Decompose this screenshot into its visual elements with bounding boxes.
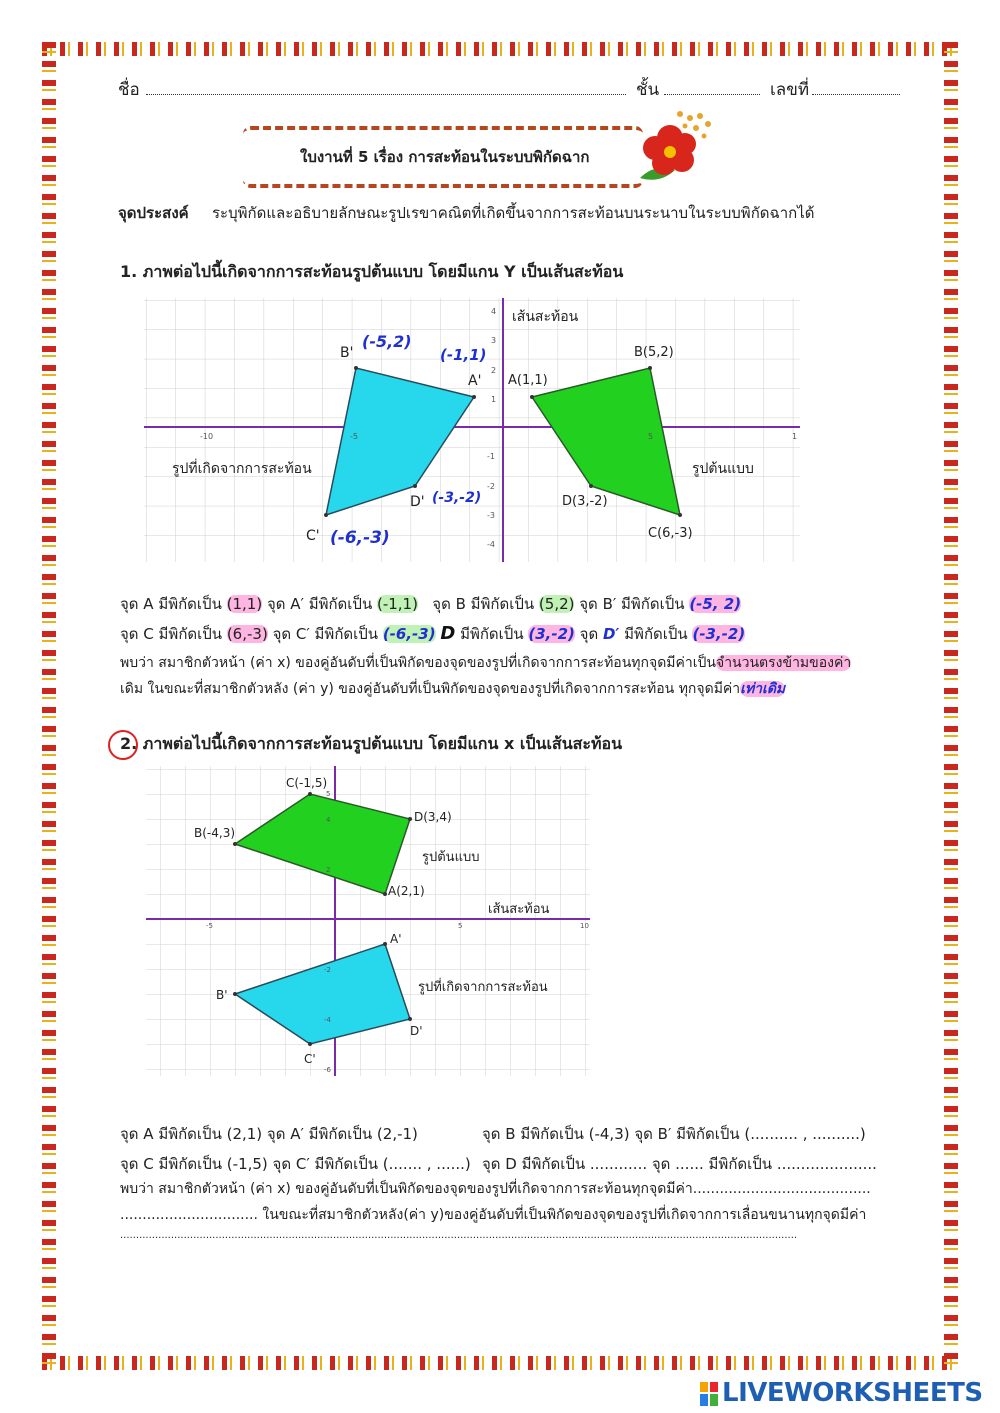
q1-conclusion-x[interactable]: จำนวนตรงข้ามของค่า: [715, 655, 852, 671]
class-field[interactable]: [664, 94, 760, 95]
q1-ym4: -4: [487, 540, 495, 549]
q1-heading: 1. ภาพต่อไปนี้เกิดจากการสะท้อนรูปต้นแบบ โดยมีแกน Y เป็นเส้นสะท้อน: [120, 262, 624, 281]
objective-text: ระบุพิกัดและอธิบายลักษณะรูปเรขาคณิตที่เกิดขึ้นจากการสะท้อนบนระนาบในระบบพิกัดฉากได้: [212, 204, 815, 222]
q1-line2: จุด C มีพิกัดเป็น (6,-3) จุด C′ มีพิกัดเป็น (-6,-3) D มีพิกัดเป็น (3,-2) จุด D′ มีพิกัดเป็น (-3,-2): [120, 623, 746, 644]
q1-line4: เดิม ในขณะที่สมาชิกตัวหลัง (ค่า y) ของคู่อันดับที่เป็นพิกัดของจุดของรูปที่เกิดจากการสะท้อน ทุกจุดมีค่าเท่าเดิม: [120, 681, 786, 697]
flower-icon: [630, 108, 720, 188]
q2-point-b-img: B': [216, 988, 228, 1002]
left-border: [42, 42, 56, 1372]
q1-ym1: -1: [487, 452, 495, 461]
top-border: [42, 42, 958, 56]
logo-text: LIVEWORKSHEETS: [722, 1378, 983, 1408]
q1-tick-right: 1: [792, 432, 798, 441]
q2-line3[interactable]: พบว่า สมาชิกตัวหน้า (ค่า x) ของคู่อันดับที่เป็นพิกัดของจุดของรูปที่เกิดจากการสะท้อนทุกจุดมีค่า........................................: [120, 1181, 871, 1197]
q1-d-value[interactable]: (3,-2): [528, 625, 575, 643]
q1-hand-c: (-6,-3): [330, 528, 390, 548]
q2-heading: 2. ภาพต่อไปนี้เกิดจากการสะท้อนรูปต้นแบบ โดยมีแกน x เป็นเส้นสะท้อน: [120, 734, 623, 753]
q1-hand-a: (-1,1): [440, 346, 487, 364]
q2-y2: 2: [326, 866, 331, 874]
objective-label: จุดประสงค์: [118, 204, 189, 222]
q2-point-c-img: C': [304, 1052, 316, 1066]
q1-c-value[interactable]: (6,-3): [226, 625, 268, 643]
q1-point-b-img: B': [340, 345, 354, 361]
q2-line1-a[interactable]: จุด A มีพิกัดเป็น (2,1) จุด A′ มีพิกัดเป็น (2,-1): [120, 1125, 418, 1143]
number-field[interactable]: [812, 94, 900, 95]
q1-ym2: -2: [487, 482, 495, 491]
q2-tick-10: 10: [580, 922, 589, 930]
q1-line1: จุด A มีพิกัดเป็น (1,1) จุด A′ มีพิกัดเป็น (-1,1) จุด B มีพิกัดเป็น (5,2) จุด B′ มีพิกัดเป็น (-5, 2): [120, 595, 742, 613]
q2-line5[interactable]: .....................................................................................................................................................................................................................: [120, 1230, 798, 1241]
q2-point-d: D(3,4): [414, 810, 452, 824]
q1-point-d: D(3,-2): [562, 494, 608, 509]
name-label: ชื่อ: [118, 80, 140, 100]
q1-y1: 1: [491, 395, 497, 404]
q2-tick-m5: -5: [206, 922, 213, 930]
q1-point-b: B(5,2): [634, 345, 674, 360]
q2-point-a-img: A': [390, 932, 402, 946]
q2-line2-c[interactable]: จุด C มีพิกัดเป็น (-1,5) จุด C′ มีพิกัดเป็น (....... , ......): [120, 1155, 471, 1173]
logo-icon: [700, 1382, 718, 1406]
q1-mirror-label: เส้นสะท้อน: [512, 309, 579, 325]
q1-dp-letter[interactable]: D′: [602, 625, 620, 643]
q2-line1-b[interactable]: จุด B มีพิกัดเป็น (-4,3) จุด B′ มีพิกัดเป็น (.......... , ..........): [482, 1125, 866, 1143]
q1-line3: พบว่า สมาชิกตัวหน้า (ค่า x) ของคู่อันดับที่เป็นพิกัดของจุดของรูปที่เกิดจากการสะท้อนทุกจุดมีค่าเป็นจำนวนตรงข้ามของค่า: [120, 655, 852, 671]
q1-a-value[interactable]: (1,1): [226, 595, 263, 613]
q2-y4: 4: [326, 816, 331, 824]
liveworksheets-logo[interactable]: [700, 1378, 992, 1410]
q1-dp-value[interactable]: (-3,-2): [692, 625, 746, 643]
q1-conclusion-y[interactable]: เท่าเดิม: [740, 681, 786, 697]
q2-point-a: A(2,1): [388, 884, 425, 898]
q2-image-label: รูปที่เกิดจากการสะท้อน: [418, 980, 548, 995]
q1-b-value[interactable]: (5,2): [538, 595, 575, 613]
q1-cp-value[interactable]: (-6,-3): [382, 625, 436, 643]
page-title: ใบงานที่ 5 เรื่อง การสะท้อนในระบบพิกัดฉาก: [300, 148, 590, 166]
q2-ym4: -4: [324, 1016, 331, 1024]
q2-graph: [146, 766, 590, 1076]
q2-ym6: -6: [324, 1066, 331, 1074]
q1-d-letter[interactable]: D: [440, 623, 456, 644]
q2-tick-5: 5: [458, 922, 463, 930]
q1-point-c-img: C': [306, 528, 320, 544]
right-border: [944, 42, 958, 1372]
q2-mirror-label: เส้นสะท้อน: [488, 902, 550, 917]
q1-ap-value[interactable]: (-1,1): [376, 595, 418, 613]
q1-point-a: A(1,1): [508, 373, 548, 388]
q1-point-d-img: D': [410, 494, 425, 510]
q2-y5: 5: [326, 790, 331, 798]
q1-point-c: C(6,-3): [648, 526, 693, 541]
q1-y3: 3: [491, 336, 497, 345]
q1-ym3: -3: [487, 511, 495, 520]
q1-tick-m5: -5: [350, 432, 358, 441]
q2-ym2: -2: [324, 966, 331, 974]
q2-original-label: รูปต้นแบบ: [422, 850, 480, 865]
q1-bp-value[interactable]: (-5, 2): [689, 595, 742, 613]
q2-line4[interactable]: ............................... ในขณะที่สมาชิกตัวหลัง(ค่า y)ของคู่อันดับที่เป็นพิกัดของจุดของรูปที่เกิดจากการเลื่อนขนานทุกจุดมีค่า: [120, 1207, 867, 1223]
q1-tick-5: 5: [648, 432, 654, 441]
q1-hand-d: (-3,-2): [432, 490, 482, 506]
q1-original-label: รูปต้นแบบ: [692, 461, 754, 477]
name-field[interactable]: [146, 94, 626, 95]
q1-hand-b: (-5,2): [362, 332, 412, 351]
bottom-border: [42, 1356, 958, 1370]
q1-image-label: รูปที่เกิดจากการสะท้อน: [172, 461, 312, 477]
q1-graph: [144, 298, 800, 562]
q2-point-c: C(-1,5): [286, 776, 328, 790]
q1-tick-left: -10: [200, 432, 214, 441]
q1-point-a-img: A': [468, 373, 482, 389]
q2-line2-d[interactable]: จุด D มีพิกัดเป็น ............ จุด ...... มีพิกัดเป็น .....................: [482, 1155, 877, 1173]
q1-y4: 4: [491, 307, 497, 316]
number-label: เลขที่: [770, 80, 810, 100]
q1-y2: 2: [491, 366, 497, 375]
class-label: ชั้น: [636, 80, 660, 100]
q2-point-b: B(-4,3): [194, 826, 236, 840]
q2-point-d-img: D': [410, 1024, 423, 1038]
